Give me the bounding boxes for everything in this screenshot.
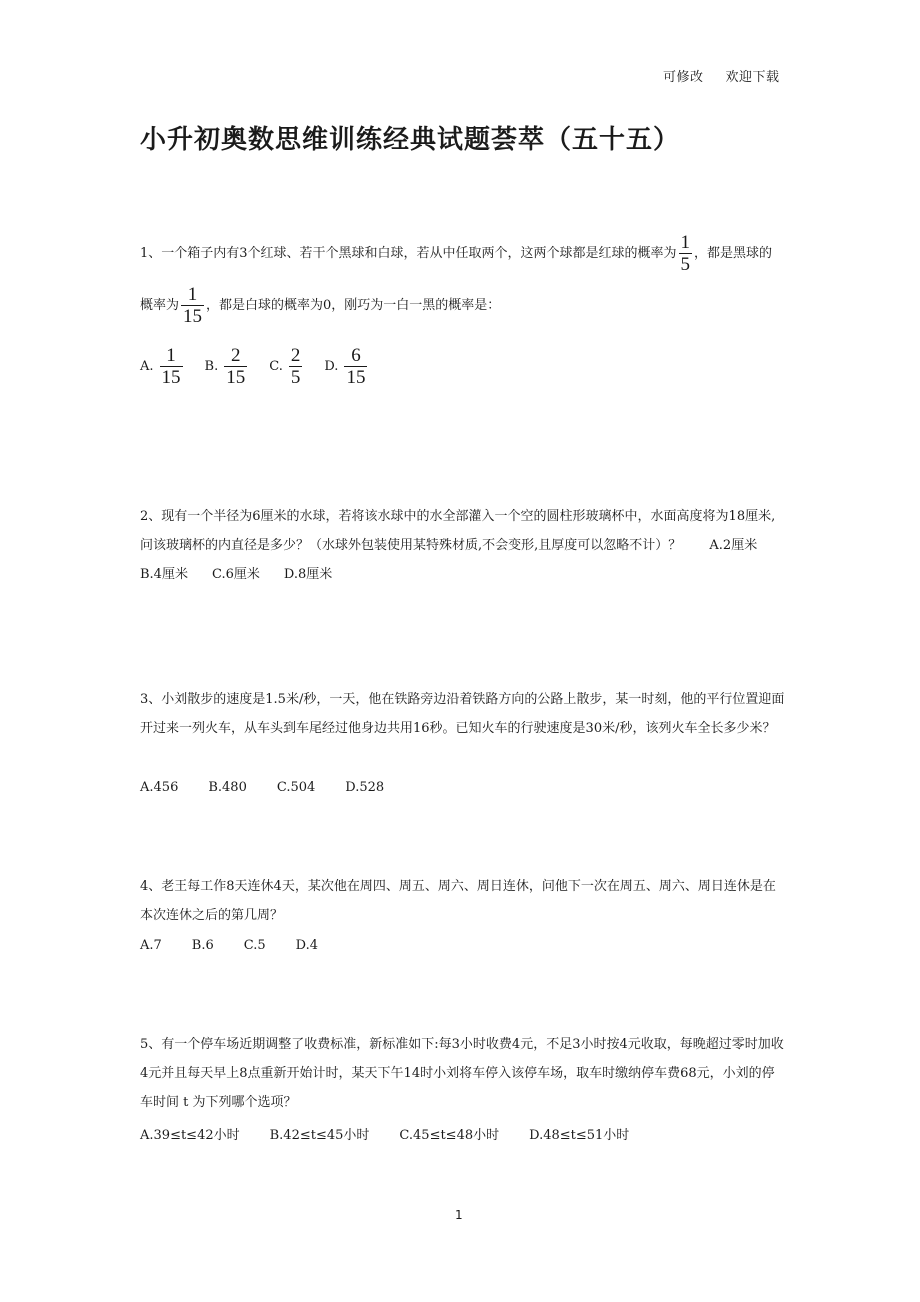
option-5a[interactable]: A.39≤t≤42小时 <box>140 1128 240 1143</box>
question-1-options <box>140 345 389 388</box>
question-5-text: 5、有一个停车场近期调整了收费标准，新标准如下:每3小时收费4元，不足3小时按4元收取，每晚超过零时加收4元并且每天早上8点重新开始计时，某天下午14时小刘将车停入该停车场，取车时缴纳停车费68元，小刘的停车时间 t 为下列哪个选项？ <box>140 1037 784 1110</box>
page-header <box>663 66 780 85</box>
header-welcome: 欢迎下载 <box>725 70 780 85</box>
option-3d[interactable]: D.528 <box>345 780 385 795</box>
question-5-options <box>140 1124 659 1143</box>
question-1-fraction-black: $\frac{1}{15}$ <box>183 284 203 327</box>
option-3b[interactable]: B.480 <box>208 780 247 795</box>
question-3 <box>140 685 785 743</box>
option-1c[interactable]: C. $\frac{2}{5}$ <box>269 345 301 388</box>
option-1d[interactable]: D. $\frac{6}{15}$ <box>324 345 366 388</box>
question-1-text-part1: 1、一个箱子内有3个红球、若干个黑球和白球，若从中任取两个，这两个球都是红球的概率为 <box>140 246 677 261</box>
question-2 <box>140 502 785 589</box>
option-2b[interactable]: B.4厘米 <box>140 567 188 582</box>
question-1 <box>140 228 785 332</box>
question-1-fraction-red: $\frac{1}{5}$ <box>680 232 691 275</box>
question-4-text: 4、老王每工作8天连休4天，某次他在周四、周五、周六、周日连休，问他下一次在周五、周六、周日连休是在本次连休之后的第几周？ <box>140 879 776 923</box>
page-number: 1 <box>455 1208 463 1222</box>
question-4-options <box>140 938 348 953</box>
option-3c[interactable]: C.504 <box>276 780 316 795</box>
question-4 <box>140 872 785 930</box>
question-3-options <box>140 780 414 795</box>
page-title: 小升初奥数思维训练经典试题荟萃（五十五） <box>140 125 681 155</box>
option-5b[interactable]: B.42≤t≤45小时 <box>269 1128 370 1143</box>
option-5d[interactable]: D.48≤t≤51小时 <box>529 1128 630 1143</box>
option-4b[interactable]: B.6 <box>191 938 214 953</box>
question-1-text-part3: ，都是白球的概率为0，刚巧为一白一黑的概率是： <box>206 298 501 313</box>
question-5 <box>140 1030 785 1117</box>
option-2d[interactable]: D.8厘米 <box>283 567 333 582</box>
option-5c[interactable]: C.45≤t≤48小时 <box>399 1128 500 1143</box>
header-editable: 可修改 <box>663 70 704 85</box>
option-4c[interactable]: C.5 <box>243 938 266 953</box>
option-2a[interactable]: A.2厘米 <box>709 538 758 553</box>
option-3a[interactable]: A.456 <box>140 780 179 795</box>
question-1-text-part2: ，都是黑球的概率为 <box>140 246 773 313</box>
option-4a[interactable]: A.7 <box>140 938 162 953</box>
question-3-text: 3、小刘散步的速度是1.5米/秒，一天，他在铁路旁边沿着铁路方向的公路上散步，某一时刻，他的平行位置迎面开过来一列火车，从车头到车尾经过他身边共用16秒。已知火车的行驶速度是30米/秒，该列火车全长多少米？ <box>140 692 785 736</box>
question-2-text: 2、现有一个半径为6厘米的水球，若将该水球中的水全部灌入一个空的圆柱形玻璃杯中，水面高度将为18厘米,问该玻璃杯的内直径是多少？（水球外包装使用某特殊材质,不会变形,且厚度可以忽略不计）？ <box>140 509 776 553</box>
option-4d[interactable]: D.4 <box>295 938 319 953</box>
option-1b[interactable]: B. $\frac{2}{15}$ <box>204 345 246 388</box>
option-2c[interactable]: C.6厘米 <box>211 567 260 582</box>
option-1a[interactable]: A. $\frac{1}{15}$ <box>140 345 181 388</box>
